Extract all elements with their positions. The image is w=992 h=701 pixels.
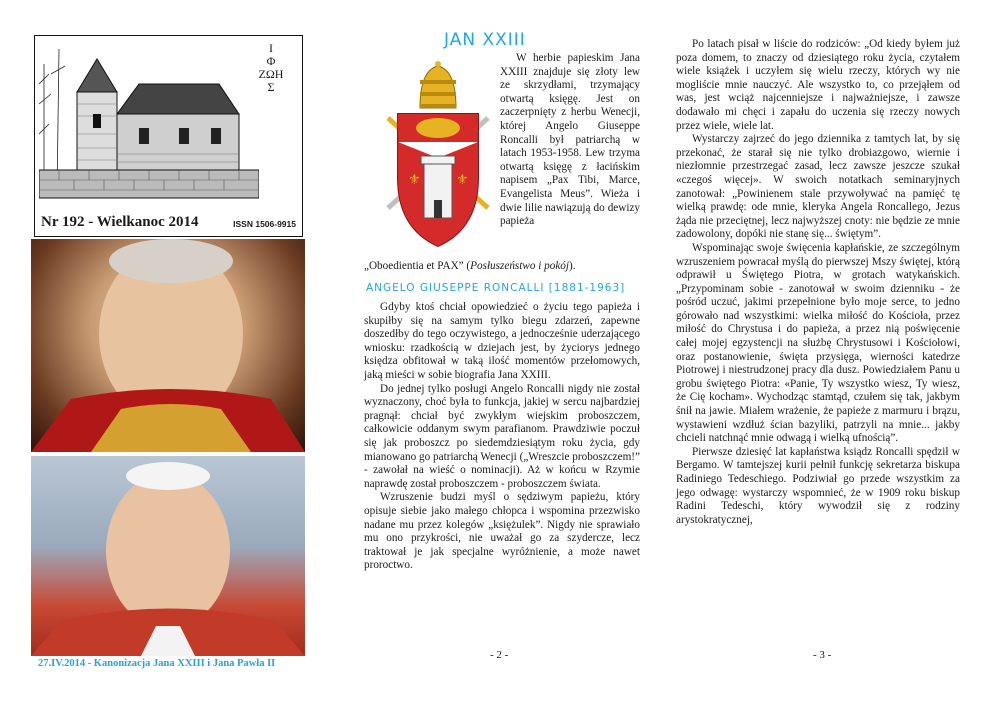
coat-of-arms-image	[376, 58, 500, 256]
article-title: JAN XXIII	[444, 30, 526, 50]
page-number-3: - 3 -	[813, 649, 832, 661]
paragraph: Wystarczy zajrzeć do jego dziennika z tamtych lat, by się przekonać, że starał się nie tylko drobiazgowo, wiernie i niezłomnie przestrzegać zasad, lecz zawsze jeszcze szukał «czegoś więcej». W swoich notatkach seminaryjnych zanotował: „Powinienem stale przywoływać na pamięć tę wielką prawdę: ode mnie, kleryka Angela Roncallego, Jezus żąda nie przeciętnej, lecz najwyższej cnoty: nie będzie ze mnie zadowolony, dopóki nie stanę się... świętym”.	[676, 133, 960, 241]
article-body-left	[364, 301, 640, 573]
herald-description	[500, 52, 640, 229]
motto-translation: Posłuszeństwo i pokój	[470, 260, 569, 272]
motto-text: „Oboedientia et PAX” (	[364, 260, 471, 272]
issn: ISSN 1506-9915	[233, 219, 296, 229]
paragraph: Wzruszenie budzi myśl o sędziwym papieżu, który opisuje siebie jako małego chłopca i wspomina przezwisko nadane mu przez kolegów „księżulek”. Nigdy nie sprawiało mu ono przykrości, nie uważał go za szydercze, lecz traktował je jak specjalne wyróżnienie, a może nawet proroctwo.	[364, 491, 640, 572]
article-subtitle: ANGELO GIUSEPPE RONCALLI [1881-1963]	[366, 282, 626, 294]
svg-text:⚜: ⚜	[408, 172, 421, 188]
photo-john-xxiii	[31, 239, 305, 452]
paragraph: Pierwsze dziesięć lat kapłaństwa ksiądz Roncalli spędził w Bergamo. W tamtejszej kurii pełnił funkcję sekretarza biskupa Radiniego Tedeschiego. Podziwiał go przede wszystkim za jego odwagę: wystarczy wspomnieć, że w 1909 roku biskup Radini Tedeschi, który wywodził się z rodziny arystokratycznej,	[676, 445, 960, 526]
paragraph: Gdyby ktoś chciał opowiedzieć o życiu tego papieża i skupiłby się na samym tylko biegu zdarzeń, zapewne doszedłby do tego oczywistego, a jednocześnie uderzającego wniosku: rzadkością w dziejach jest, by życiorys jednego księdza obfitował w taką ilość momentów przełomowych, jaką mieści w sobie biografia Jana XXIII.	[364, 301, 640, 381]
photo-john-paul-ii	[31, 456, 305, 656]
svg-text:⚜: ⚜	[456, 172, 469, 188]
church-illustration	[39, 44, 259, 214]
paragraph: Wspominając swoje święcenia kapłańskie, ze szczególnym wzruszeniem powracał myślą do pierwszej Mszy świętej, którą odprawił u Świętego Piotra, w grotach watykańskich. „Przypominam sobie - zanotował w swoim dzienniku - że pośród uczuć, jakimi przepełnione było moje serce, to jedno górowało nad wszystkimi: wielka miłość do Kościoła, przez miłość do Chrystusa i do papieża, a przez nią poświęcenie całej mojej egzystencji na służbę Chrystusowi i Kościołowi, oraz postanowienie, święta przysięga, wierności katedrze Piotrowej i niestrudzonej pracy dla dusz. Powiedziałem Panu u grobu świętego Piotra: «Panie, Ty wszystko wiesz, Ty wiesz, że Cię kocham». Wychodząc stamtąd, czułem się tak, jakbym śnił na jawie. Miałem wrażenie, że papieże z marmuru i brązu, wystawieni wzdłuż ścian bazyliki, patrzyli na mnie... jakby chcieli natchnąć mnie odwagą i wielką ufnością”.	[676, 241, 960, 445]
herald-paragraph: W herbie papieskim Jana XXIII znajduje się złoty lew ze skrzydłami, trzymający otwartą księgę. Jest on zaczerpnięty z herbu Wenecji, której Angelo Giuseppe Roncalli był patriarchą w latach 1953-1958. Lew trzyma otwartą księgę z łacińskim napisem „Pax Tibi, Marce, Evangelista Meus”. Wieża i dwie lilie nawiązują do dewizy papieża	[500, 52, 640, 228]
issue-number: Nr 192 - Wielkanoc 2014	[41, 214, 199, 230]
photo-caption: 27.IV.2014 - Kanonizacja Jana XXIII i Jana Pawła II	[38, 658, 276, 669]
masthead	[34, 35, 303, 237]
herald-description-end: „Oboedientia et PAX” (Posłuszeństwo i pokój).	[364, 260, 576, 272]
paragraph: Po latach pisał w liście do rodziców: „Od kiedy byłem już poza domem, to znaczy od dziesiątego roku życia, czytałem wiele książek i uczyłem się wielu rzeczy, których wy nie mogliście mnie nauczyć. Ale wszystko to, co przejąłem od was, jest wciąż najcenniejsze i najważniejsze, i zawsze dodawało mi chęci i zapału do uczenia się rzeczy nowych przez wiele, wiele lat.	[676, 38, 960, 132]
article-body-right	[676, 38, 960, 527]
greek-ichthys: Ι Φ ΖΩΗ Σ	[258, 41, 284, 94]
paragraph: Do jednej tylko posługi Angelo Roncalli nigdy nie został wyznaczony, choć była to funkcja, jakiej w sercu najbardziej pragnął: chciał być zwykłym wiejskim proboszczem, całkowicie oddanym swym parafianom. Prawdziwie poczuł się jak proboszcz po siedemdziesiątym roku życia, gdy mianowano go patriarchą Wenecji („Wreszcie proboszczem!” - zawołał na wieść o nominacji). Aż w końcu w Rzymie naprawdę został proboszczem - proboszczem świata.	[364, 382, 640, 490]
page-number-2: - 2 -	[490, 649, 509, 661]
